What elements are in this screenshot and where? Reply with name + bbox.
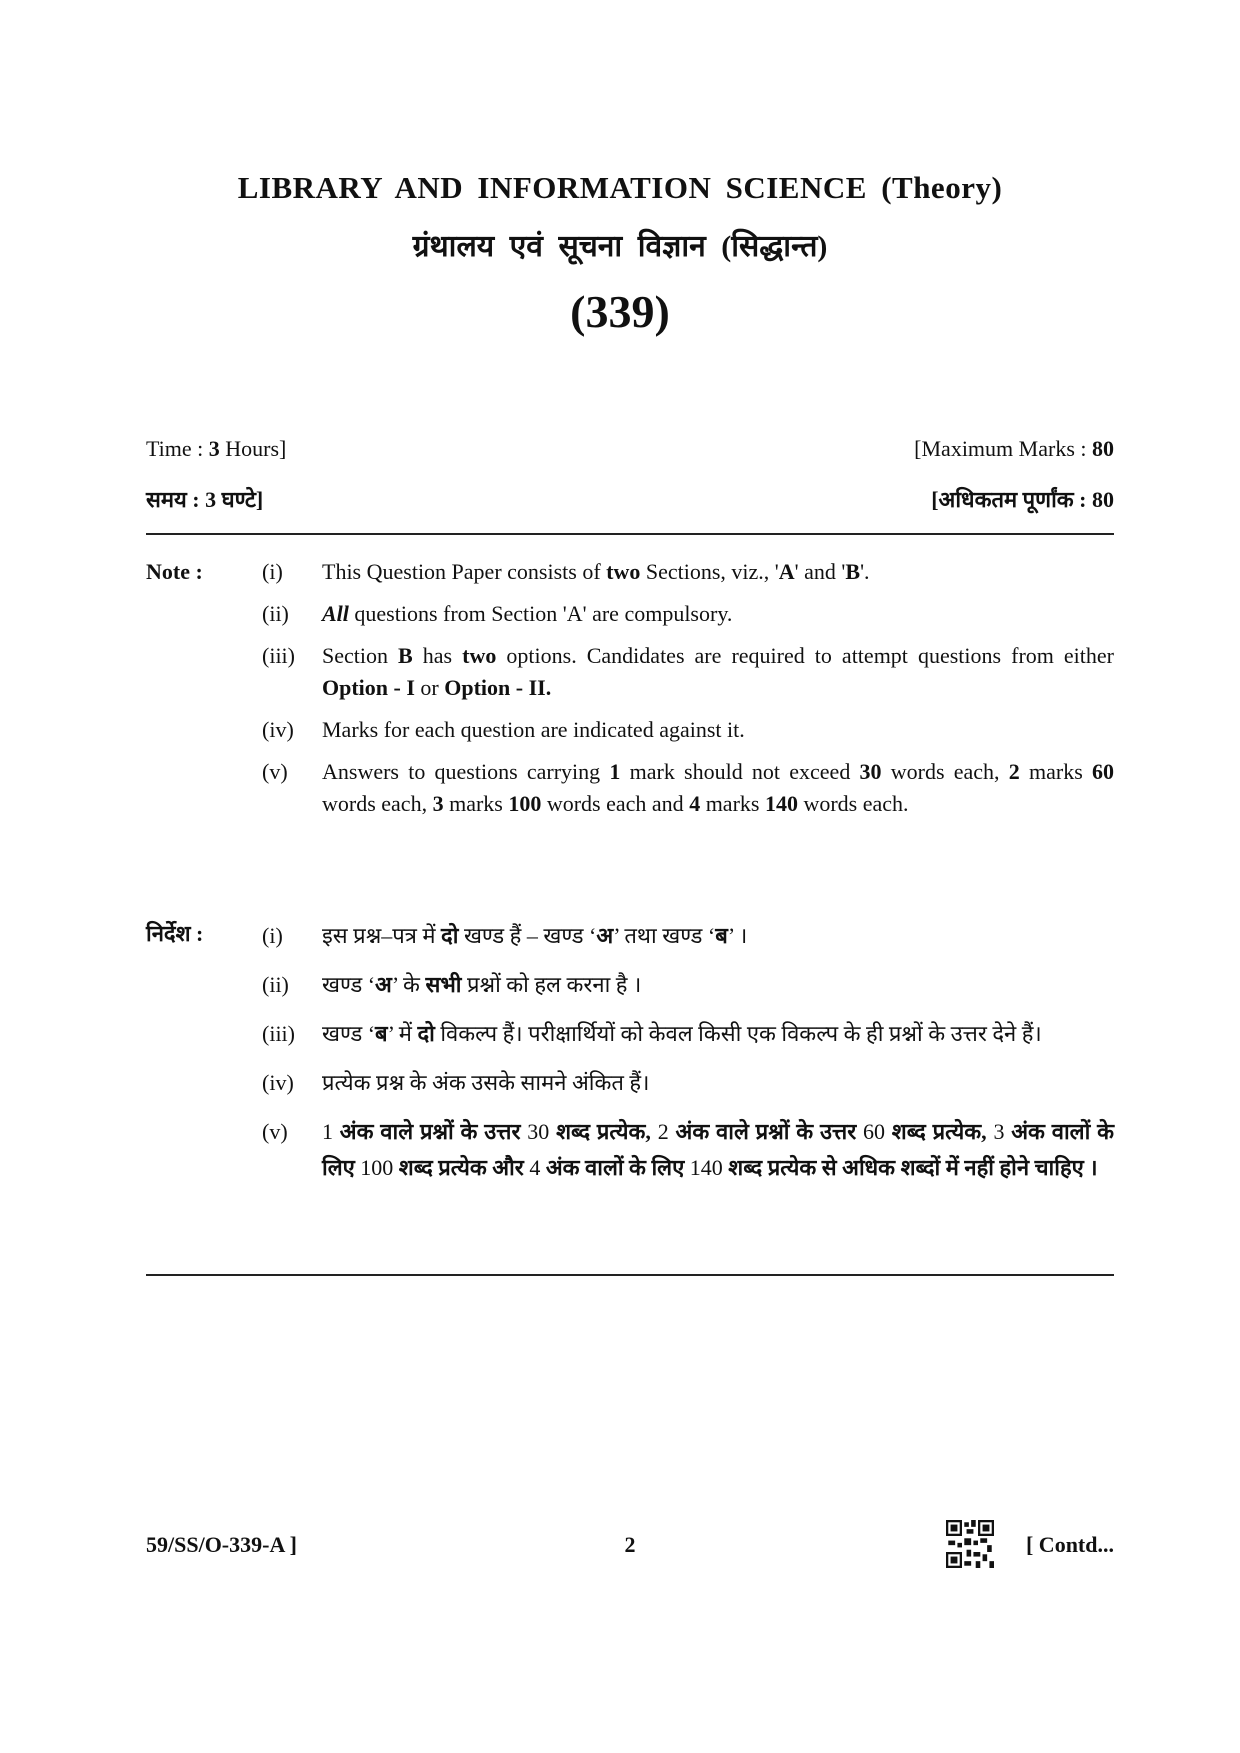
note-item-number: (v) [262,759,288,784]
note-item-text: Marks for each question are indicated against it. [322,717,745,742]
note-items-hindi [146,918,1114,1186]
note-item [262,1065,1114,1101]
note-item-number: (iii) [262,1021,295,1046]
note-items-english [146,556,1114,820]
note-item-number: (ii) [262,972,289,997]
page-number: 2 [624,1532,636,1557]
note-english [146,556,1114,830]
note-item-text: This Question Paper consists of two Sections, viz., 'A' and 'B'. [322,559,870,584]
note-item-number: (ii) [262,601,289,626]
paper-title-english: LIBRARY AND INFORMATION SCIENCE (Theory) [237,170,1003,205]
note-item [262,556,1114,588]
note-item-number: (iv) [262,1070,294,1095]
note-item [262,640,1114,704]
note-hindi [146,918,1114,1199]
time-hindi: समय : 3 घण्टे] [146,487,264,512]
note-item [262,1016,1114,1052]
note-item-text: Section B has two options. Candidates are required to attempt questions from either Option - I or Option - II. [322,643,1114,700]
note-item-number: (iv) [262,717,294,742]
continued-label: [ Contd... [1025,1532,1114,1557]
note-item [262,714,1114,746]
note-item [262,918,1114,954]
note-item-number: (v) [262,1119,288,1144]
note-item-text: खण्ड ‘ब’ में दो विकल्प हैं। परीक्षार्थियों को केवल किसी एक विकल्प के ही प्रश्नों के उत्तर देने हैं। [322,1021,1042,1046]
time-english: Time : 3 Hours] [146,436,287,461]
note-item-text: All questions from Section 'A' are compulsory. [322,601,733,626]
note-item [262,1114,1114,1186]
subject-code: (339) [570,286,670,337]
divider-top [146,533,1114,535]
note-label: Note : [146,559,203,584]
note-item-text: प्रत्येक प्रश्न के अंक उसके सामने अंकित हैं। [322,1070,650,1095]
max-marks-hindi: [अधिकतम पूर्णांक : 80 [931,487,1114,512]
paper-title-hindi: ग्रंथालय एवं सूचना विज्ञान (सिद्धान्त) [412,230,828,263]
note-item-text: Answers to questions carrying 1 mark should not exceed 30 words each, 2 marks 60 words each, 3 marks 100 words each and 4 marks 140 words each. [322,759,1114,816]
note-item-number: (iii) [262,643,295,668]
divider-bottom [146,1274,1114,1276]
paper-code: 59/SS/O-339-A ] [146,1532,297,1557]
title-block [0,170,1240,338]
qr-code-icon [946,1520,994,1568]
note-item-number: (i) [262,559,283,584]
note-item-text: खण्ड ‘अ’ के सभी प्रश्नों को हल करना है । [322,972,642,997]
note-item [262,967,1114,1003]
page-footer [146,1520,1114,1570]
note-item [262,598,1114,630]
max-marks-english: [Maximum Marks : 80 [914,436,1114,461]
note-item-number: (i) [262,923,283,948]
note-item-text: 1 अंक वाले प्रश्नों के उत्तर 30 शब्द प्रत्येक, 2 अंक वाले प्रश्नों के उत्तर 60 शब्द प्रत्येक, 3 अंक वालों के लिए 100 शब्द प्रत्येक और 4 अंक वालों के लिए 140 शब्द प्रत्येक से अधिक शब्दों में नहीं होने चाहिए । [322,1119,1114,1180]
note-item [262,756,1114,820]
note-label-hindi: निर्देश : [146,921,204,946]
note-item-text: इस प्रश्न–पत्र में दो खण्ड हैं – खण्ड ‘अ’ तथा खण्ड ‘ब’ । [322,923,748,948]
